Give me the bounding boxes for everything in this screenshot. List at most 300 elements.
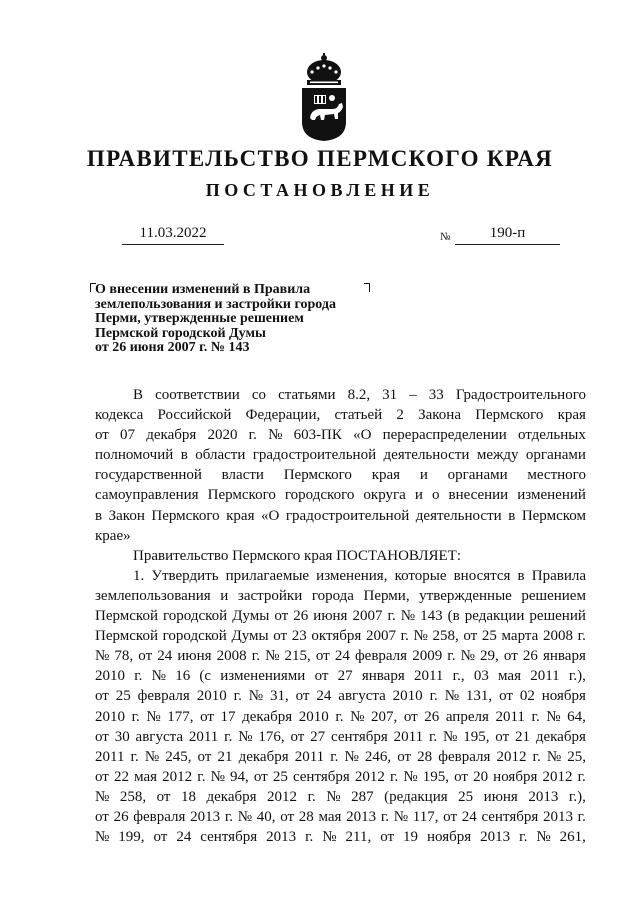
word: и bbox=[220, 587, 229, 604]
word: г. bbox=[387, 608, 396, 625]
word: 2008 bbox=[542, 628, 573, 645]
word: 19 bbox=[403, 829, 419, 846]
subject-line: Пермской городской Думы bbox=[95, 325, 266, 341]
word: 215, bbox=[284, 648, 311, 665]
word: 27 bbox=[310, 728, 326, 745]
word: изменениями bbox=[220, 668, 306, 685]
word: № bbox=[344, 748, 359, 765]
word: г. bbox=[447, 648, 456, 665]
resolves-line: Правительство Пермского края ПОСТАНОВЛЯЕТ: bbox=[133, 547, 462, 564]
item-1-line bbox=[95, 646, 586, 666]
word: от bbox=[138, 648, 153, 665]
word: Пермского bbox=[151, 507, 220, 524]
word: июня bbox=[177, 648, 212, 665]
word: от bbox=[290, 728, 305, 745]
word: в bbox=[180, 447, 188, 464]
word: г. bbox=[330, 748, 339, 765]
word: 33 bbox=[428, 387, 444, 403]
word: 2012 bbox=[267, 788, 298, 805]
word: от bbox=[95, 427, 109, 444]
word: 26 bbox=[113, 808, 129, 825]
word: 28 bbox=[417, 748, 433, 765]
word: прилагаемые bbox=[225, 567, 310, 584]
word: которые bbox=[394, 567, 447, 584]
word: кодекса bbox=[95, 407, 144, 424]
word: февраля bbox=[133, 808, 186, 825]
word: № bbox=[95, 648, 110, 665]
word: 25 bbox=[272, 768, 288, 785]
word: г.), bbox=[568, 788, 586, 805]
word: 177, bbox=[167, 708, 194, 725]
word: декабря bbox=[242, 708, 293, 725]
word: (с bbox=[199, 668, 212, 685]
word: сентября bbox=[200, 829, 258, 846]
item-1-line bbox=[95, 586, 586, 606]
word: г. bbox=[577, 768, 586, 785]
word: 2020 bbox=[207, 427, 238, 444]
word: № bbox=[151, 668, 166, 685]
word: городского bbox=[284, 487, 355, 504]
word: от bbox=[95, 808, 109, 825]
word: 2 bbox=[396, 407, 404, 424]
word: 26 bbox=[522, 648, 538, 665]
word: № bbox=[444, 688, 459, 705]
word: в bbox=[517, 567, 525, 584]
word: градостроительной bbox=[285, 507, 410, 524]
item-1-line bbox=[95, 566, 586, 586]
word: Градостроительного bbox=[455, 387, 586, 403]
preamble-line bbox=[95, 425, 586, 445]
word: 40, bbox=[256, 808, 276, 825]
word: органами bbox=[525, 447, 586, 464]
word: «О bbox=[353, 427, 372, 444]
word: о bbox=[431, 487, 440, 504]
word: от bbox=[95, 688, 109, 705]
word: 2010 bbox=[95, 668, 125, 685]
subject-line: Перми, утвержденные решением bbox=[95, 311, 304, 327]
word: 22 bbox=[113, 768, 129, 785]
word: марта bbox=[501, 628, 539, 645]
word: Думы bbox=[231, 628, 269, 645]
word: 20 bbox=[473, 768, 489, 785]
word: декабря bbox=[535, 728, 586, 745]
word: отдельных bbox=[517, 427, 586, 444]
word: г. bbox=[389, 768, 399, 785]
word: 23 bbox=[291, 628, 307, 645]
word: 2011 bbox=[188, 728, 219, 745]
word: февраля bbox=[137, 688, 190, 705]
word: г. bbox=[531, 708, 540, 725]
word: 16 bbox=[175, 668, 191, 685]
item-1-line bbox=[95, 666, 586, 686]
word: Федерации, bbox=[245, 407, 321, 424]
word: 29, bbox=[480, 648, 499, 665]
word: 24 bbox=[176, 829, 192, 846]
word: Пермского bbox=[475, 407, 544, 424]
item-1-line bbox=[95, 707, 586, 727]
word: № bbox=[400, 608, 416, 625]
word: 26 bbox=[424, 708, 440, 725]
word: апреля bbox=[445, 708, 489, 725]
word: 8.2, bbox=[347, 387, 371, 403]
word: 03 bbox=[473, 668, 489, 685]
word: от bbox=[315, 648, 330, 665]
word: № bbox=[238, 728, 253, 745]
word: г. bbox=[577, 808, 586, 825]
word: 2009 bbox=[412, 648, 443, 665]
word: 25 bbox=[115, 688, 131, 705]
word: 24 bbox=[461, 808, 477, 825]
word: 246, bbox=[364, 748, 392, 765]
word: г. bbox=[224, 808, 234, 825]
word: от bbox=[274, 608, 289, 625]
word: 64, bbox=[567, 708, 586, 725]
word: г. bbox=[429, 688, 438, 705]
word: января bbox=[361, 668, 405, 685]
word: от bbox=[280, 808, 295, 825]
word: 2013 bbox=[542, 808, 573, 825]
word: 2012 bbox=[542, 768, 573, 785]
word: утвержденные bbox=[419, 587, 512, 604]
word: от bbox=[197, 748, 212, 765]
word: и bbox=[419, 467, 428, 484]
word: от bbox=[273, 628, 288, 645]
word: 26 bbox=[293, 608, 309, 625]
document-number: 190-п bbox=[455, 222, 560, 245]
word: № bbox=[265, 648, 280, 665]
word: г. bbox=[335, 708, 344, 725]
word: землепользования bbox=[95, 587, 211, 604]
word: 211, bbox=[345, 829, 372, 846]
word: № bbox=[268, 427, 283, 444]
word: городской bbox=[163, 608, 228, 625]
word: 143 bbox=[420, 608, 443, 625]
preamble-line: крае» bbox=[95, 527, 131, 544]
word: Правила bbox=[531, 567, 586, 584]
word: от bbox=[463, 628, 478, 645]
word: августа bbox=[135, 728, 183, 745]
item-1-line bbox=[95, 686, 586, 706]
word: области bbox=[195, 447, 246, 464]
word: г., bbox=[452, 668, 465, 685]
subject-line: землепользования и застройки города bbox=[95, 296, 336, 312]
word: г. bbox=[224, 728, 233, 745]
word: от bbox=[380, 829, 395, 846]
word: деятельности bbox=[415, 507, 502, 524]
word: 31 bbox=[382, 387, 398, 403]
word: г. bbox=[233, 688, 242, 705]
word: решением bbox=[521, 587, 586, 604]
word: № bbox=[393, 808, 409, 825]
item-1-line bbox=[95, 827, 586, 847]
word: от bbox=[397, 748, 412, 765]
preamble-line bbox=[95, 445, 586, 465]
word: № bbox=[95, 829, 110, 846]
word: 2011 bbox=[393, 728, 424, 745]
word: 94, bbox=[230, 768, 249, 785]
preamble-line bbox=[95, 385, 586, 405]
word: Пермском bbox=[521, 507, 586, 524]
word: № bbox=[237, 808, 253, 825]
word: 24 bbox=[316, 688, 332, 705]
word: соответствии bbox=[155, 387, 240, 403]
word: 30 bbox=[114, 728, 130, 745]
preamble-line bbox=[95, 506, 586, 526]
word: 24 bbox=[157, 648, 173, 665]
word: г. bbox=[519, 829, 528, 846]
word: 17 bbox=[220, 708, 236, 725]
word: г. bbox=[577, 628, 586, 645]
word: мая bbox=[318, 808, 342, 825]
preamble-line bbox=[95, 465, 586, 485]
word: № bbox=[95, 788, 110, 805]
word: 28 bbox=[298, 808, 314, 825]
word: ноября bbox=[541, 688, 586, 705]
subject-line: О внесении изменений в Правила bbox=[95, 282, 311, 297]
word: г. bbox=[380, 808, 390, 825]
word: статьями bbox=[278, 387, 336, 403]
word: изменений bbox=[517, 487, 586, 504]
document-type: ПОСТАНОВЛЕНИЕ bbox=[205, 180, 435, 200]
word: 78, bbox=[114, 648, 134, 665]
word: г. bbox=[305, 829, 314, 846]
word: февраля bbox=[354, 648, 408, 665]
word: «О bbox=[261, 507, 280, 524]
word: № bbox=[403, 768, 418, 785]
word: 2010 bbox=[95, 708, 125, 725]
word: решений bbox=[529, 608, 586, 625]
word: 2012 bbox=[162, 768, 193, 785]
item-1-line bbox=[95, 727, 586, 747]
word: округа bbox=[363, 487, 406, 504]
word: Пермского bbox=[207, 487, 276, 504]
word: от bbox=[95, 728, 109, 745]
number-sign: № bbox=[440, 231, 451, 243]
word: г. bbox=[251, 648, 260, 665]
word: ноября bbox=[427, 829, 472, 846]
word: сентября bbox=[481, 808, 539, 825]
word: 21 bbox=[514, 728, 530, 745]
word: № bbox=[546, 708, 561, 725]
word: 2013 bbox=[528, 788, 559, 805]
word: от bbox=[443, 808, 458, 825]
item-1-line bbox=[95, 606, 586, 626]
word: деятельности bbox=[383, 447, 470, 464]
word: 2010 bbox=[298, 708, 329, 725]
word: Думы bbox=[232, 608, 270, 625]
word: № bbox=[144, 748, 160, 765]
word: сентября bbox=[292, 768, 350, 785]
word: 199, bbox=[118, 829, 145, 846]
word: государственной bbox=[95, 467, 202, 484]
word: № bbox=[322, 829, 337, 846]
word: г. bbox=[307, 788, 316, 805]
word: 2013 bbox=[346, 808, 377, 825]
word: 2012 bbox=[496, 748, 527, 765]
word: 2013 bbox=[190, 808, 221, 825]
word: 117, bbox=[412, 808, 439, 825]
word: 176, bbox=[258, 728, 285, 745]
word: ноября bbox=[493, 768, 538, 785]
word: 258, bbox=[432, 628, 459, 645]
word: г. bbox=[134, 668, 143, 685]
word: г. bbox=[428, 728, 438, 745]
word: г. bbox=[131, 708, 140, 725]
word: 2011 bbox=[530, 668, 560, 685]
coat-of-arms-icon bbox=[294, 52, 354, 142]
word: № bbox=[536, 829, 551, 846]
word: № bbox=[146, 708, 161, 725]
word: № bbox=[326, 788, 341, 805]
word: 258, bbox=[119, 788, 147, 805]
word: изменения, bbox=[316, 567, 388, 584]
word: 02 bbox=[519, 688, 535, 705]
word: вносятся bbox=[453, 567, 511, 584]
word: № bbox=[413, 628, 428, 645]
word: декабря bbox=[206, 788, 257, 805]
word: от bbox=[156, 788, 171, 805]
word: 2007 bbox=[352, 608, 383, 625]
word: 261, bbox=[559, 829, 586, 846]
word: мая bbox=[498, 668, 521, 685]
item-1-line bbox=[95, 626, 586, 646]
word: от bbox=[499, 688, 513, 705]
word: 25 bbox=[458, 788, 474, 805]
word: статьей bbox=[334, 407, 383, 424]
word: городской bbox=[162, 628, 227, 645]
word: от bbox=[200, 708, 214, 725]
word: – bbox=[409, 387, 417, 403]
word: края bbox=[371, 467, 401, 484]
word: г. bbox=[130, 748, 139, 765]
document-body bbox=[95, 385, 586, 847]
word: со bbox=[251, 387, 267, 403]
word: февраля bbox=[438, 748, 491, 765]
word: № bbox=[248, 688, 264, 705]
word: июня bbox=[483, 788, 518, 805]
word: 287 bbox=[351, 788, 374, 805]
word: от bbox=[495, 728, 510, 745]
word: города bbox=[311, 587, 354, 604]
word: 2007 bbox=[365, 628, 396, 645]
word: власти bbox=[221, 467, 264, 484]
word: г.), bbox=[568, 668, 586, 685]
word: 2010 bbox=[392, 688, 423, 705]
word: № bbox=[350, 708, 365, 725]
word: 195, bbox=[463, 728, 490, 745]
word: 2012 bbox=[354, 768, 385, 785]
word: и bbox=[414, 487, 423, 504]
word: В bbox=[133, 387, 144, 403]
word: № bbox=[546, 748, 562, 765]
word: 2010 bbox=[196, 688, 227, 705]
word: 603-ПК bbox=[293, 427, 342, 444]
word: Пермского bbox=[283, 467, 352, 484]
word: Закон bbox=[108, 507, 145, 524]
word: 2011 bbox=[413, 668, 444, 685]
word: мая bbox=[134, 768, 158, 785]
word: № bbox=[443, 728, 458, 745]
word: градостроительной bbox=[252, 447, 377, 464]
word: перераспределении bbox=[382, 427, 507, 444]
word: декабря bbox=[238, 748, 289, 765]
word: 2008 bbox=[216, 648, 247, 665]
item-1-line bbox=[95, 767, 586, 787]
word: 2011 bbox=[495, 708, 525, 725]
word: 2011 bbox=[95, 748, 125, 765]
document-date: 11.03.2022 bbox=[122, 222, 224, 245]
word: г. bbox=[197, 768, 206, 785]
word: 25 bbox=[481, 628, 497, 645]
word: (в bbox=[447, 608, 460, 625]
word: в bbox=[95, 507, 103, 524]
word: 2013 bbox=[266, 829, 297, 846]
word: Перми, bbox=[363, 587, 410, 604]
item-1-line bbox=[95, 747, 586, 767]
word: Пермской bbox=[95, 628, 158, 645]
word: № bbox=[210, 768, 225, 785]
preamble-line bbox=[95, 485, 586, 505]
word: (редакция bbox=[384, 788, 448, 805]
word: от bbox=[403, 708, 418, 725]
preamble-line bbox=[95, 405, 586, 425]
word: края bbox=[226, 507, 255, 524]
word: местного bbox=[527, 467, 586, 484]
word: полномочий bbox=[95, 447, 174, 464]
government-title: ПРАВИТЕЛЬСТВО ПЕРМСКОГО КРАЯ bbox=[86, 146, 554, 171]
word: 27 bbox=[337, 668, 353, 685]
word: 07 bbox=[120, 427, 136, 444]
word: Российской bbox=[157, 407, 232, 424]
word: 24 bbox=[334, 648, 350, 665]
word: от bbox=[295, 688, 310, 705]
word: внесении bbox=[448, 487, 509, 504]
word: края bbox=[557, 407, 586, 424]
word: от bbox=[314, 668, 329, 685]
word: редакции bbox=[464, 608, 525, 625]
word: г. bbox=[532, 748, 541, 765]
word: августа bbox=[338, 688, 386, 705]
word: Пермской bbox=[95, 608, 158, 625]
word: 2011 bbox=[294, 748, 325, 765]
word: 245, bbox=[165, 748, 192, 765]
word: сентября bbox=[331, 728, 388, 745]
subject-line: от 26 июня 2007 г. № 143 bbox=[95, 340, 250, 356]
word: самоуправления bbox=[95, 487, 199, 504]
word: от bbox=[503, 648, 518, 665]
word: 31, bbox=[269, 688, 289, 705]
word: Закона bbox=[418, 407, 461, 424]
item-1-line bbox=[95, 787, 586, 807]
word: января bbox=[542, 648, 586, 665]
word: № bbox=[460, 648, 475, 665]
word: от bbox=[95, 768, 109, 785]
word: 1. bbox=[133, 567, 145, 584]
word: июня bbox=[313, 608, 348, 625]
word: 2013 bbox=[480, 829, 511, 846]
word: г. bbox=[248, 427, 257, 444]
word: от bbox=[454, 768, 468, 785]
word: 207, bbox=[371, 708, 398, 725]
word: г. bbox=[400, 628, 409, 645]
word: декабря bbox=[146, 427, 197, 444]
word: от bbox=[253, 768, 268, 785]
word: 25, bbox=[567, 748, 586, 765]
word: 131, bbox=[465, 688, 493, 705]
word: 18 bbox=[180, 788, 196, 805]
word: 21 bbox=[217, 748, 233, 765]
word: октября bbox=[311, 628, 362, 645]
